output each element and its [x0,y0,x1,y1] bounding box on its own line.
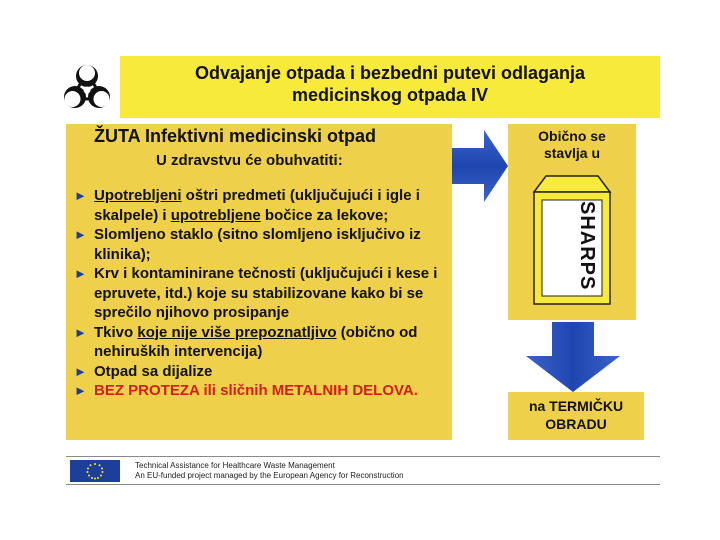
sharps-label: SHARPS [576,201,598,291]
bullet-arrow-icon: ► [74,227,87,242]
bullet-arrow-icon: ► [74,266,87,281]
panel-heading: ŽUTA Infektivni medicinski otpad [94,126,377,146]
biohazard-icon [60,62,114,116]
list-item: ► Slomljeno staklo (sitno slomljeno isključivo iz klinika); [74,226,421,263]
panel-subheading: U zdravstvu će obuhvatiti: [156,152,343,169]
thermal-label-1: na TERMIČKU [528,398,624,414]
list-item: ► Upotrebljeni oštri predmeti (uključujući i igle i skalpele) i upotrebljene bočice za lekove; [74,187,420,224]
infectious-waste-panel [66,124,452,440]
bullet-arrow-icon: ► [74,363,87,379]
list-item: ► Otpad sa dijalize [74,362,213,380]
list-item: ► Krv i kontaminirane tečnosti (uključujući i kese i epruvete, itd.) koje su stabilizovane kako bi se sprečilo njihovo prosipanje [74,265,438,321]
usually-placed-label-1: Obično se [538,128,606,144]
footer-divider-top [66,456,660,457]
thermal-label-2: OBRADU [545,416,607,432]
bullet-arrow-icon: ► [74,324,87,340]
bullet-arrow-icon: ► [74,383,87,398]
bullet-arrow-icon: ► [74,188,87,203]
waste-list [74,186,454,401]
footer-text [135,461,404,481]
thermal-treatment-box [508,392,644,440]
footer-line-1: Technical Assistance for Healthcare Waste Management [135,461,335,470]
usually-placed-label-2: stavlja u [543,145,601,161]
eu-flag-icon [70,460,120,482]
arrow-right-icon [452,128,508,204]
title-line-1: Odvajanje otpada i bezbedni putevi odlaganja [194,63,586,83]
warning-item: ► BEZ PROTEZA ili sličnih METALNIH DELOVA. [74,382,418,399]
title-line-2: medicinskog otpada IV [291,85,489,105]
arrow-down-icon [526,322,620,392]
title-banner [120,56,660,118]
footer-divider-bottom [66,484,660,485]
sharps-info-box [508,124,636,320]
footer-line-2: An EU-funded project managed by the European Agency for Reconstruction [135,471,404,480]
list-item: ► Tkivo koje nije više prepoznatljivo (obično od nehiruških intervencija) [74,323,418,360]
